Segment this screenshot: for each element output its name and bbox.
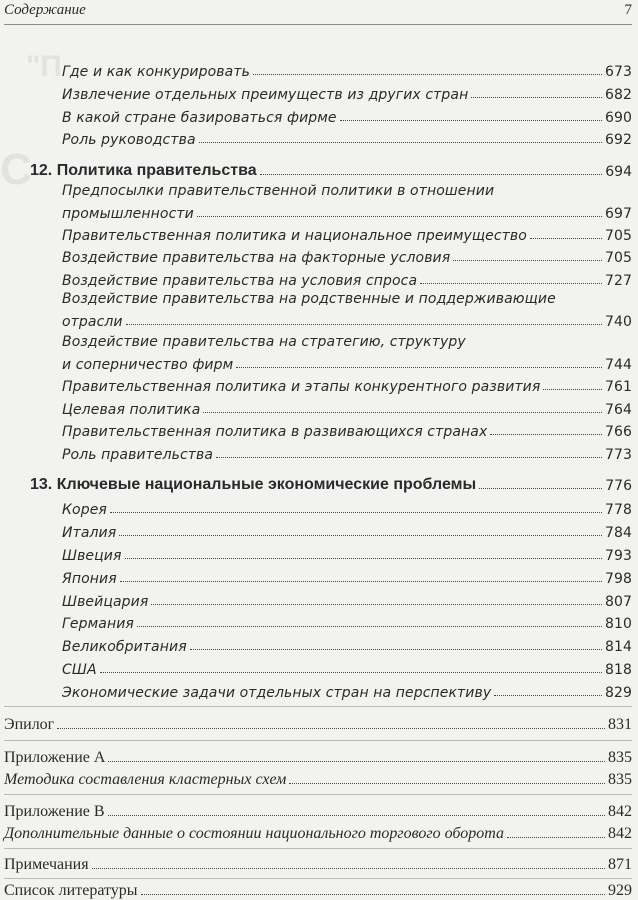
toc-entry[interactable]: промышленности 697	[62, 206, 632, 222]
toc-page: 842	[608, 825, 632, 842]
leader-dots	[92, 868, 605, 869]
leader-dots	[125, 558, 602, 559]
toc-entry[interactable]: Япония 798	[62, 571, 632, 587]
toc-page: 744	[604, 357, 632, 373]
toc-entry[interactable]: Приложение В 842	[4, 803, 632, 820]
running-header	[4, 0, 632, 25]
toc-entry[interactable]: Приложение А 835	[4, 749, 632, 766]
toc-entry[interactable]: Экономические задачи отдельных стран на перспективу 829	[62, 685, 632, 701]
leader-dots	[507, 837, 605, 838]
chapter-entry[interactable]: 13. Ключевые национальные экономические проблемы 776	[30, 476, 632, 494]
bleed-through-text: C	[0, 145, 32, 194]
toc-page: 776	[605, 478, 632, 494]
toc-entry[interactable]: Великобритания 814	[62, 639, 632, 655]
toc-entry[interactable]: и соперничество фирм 744	[62, 357, 632, 373]
section-divider	[4, 706, 632, 707]
toc-page: 682	[604, 87, 632, 103]
toc-page: 778	[604, 502, 632, 518]
toc-page: 818	[604, 662, 632, 678]
toc-entry-line1: Предпосылки правительственной политики в отношении	[62, 183, 495, 199]
toc-page: 697	[604, 206, 632, 222]
leader-dots	[494, 695, 602, 696]
toc-entry[interactable]: США 818	[62, 662, 632, 678]
toc-page: 766	[604, 424, 632, 440]
leader-dots	[108, 761, 605, 762]
toc-entry[interactable]: Дополнительные данные о состоянии национального торгового оборота 842	[4, 825, 632, 842]
toc-page: 835	[608, 771, 632, 788]
toc-entry[interactable]: Швеция 793	[62, 548, 632, 564]
toc-entry[interactable]: Италия 784	[62, 525, 632, 541]
section-divider	[4, 740, 632, 741]
toc-page: 835	[608, 749, 632, 766]
toc-entry[interactable]: Целевая политика 764	[62, 402, 632, 418]
toc-entry[interactable]: Швейцария 807	[62, 594, 632, 610]
toc-entry[interactable]: Примечания 871	[4, 856, 632, 873]
bleed-through-text: "П	[26, 50, 62, 83]
toc-page: 673	[604, 64, 632, 80]
toc-page: 929	[608, 882, 632, 899]
toc-page: 773	[604, 447, 632, 463]
leader-dots	[199, 142, 602, 143]
leader-dots	[289, 783, 605, 784]
leader-dots	[137, 626, 602, 627]
section-divider	[4, 794, 632, 795]
leader-dots	[120, 581, 602, 582]
toc-entry[interactable]: Где и как конкурировать 673	[62, 64, 632, 80]
leader-dots	[543, 389, 602, 390]
page-number: 7	[624, 2, 632, 18]
toc-page: 798	[604, 571, 632, 587]
leader-dots	[216, 457, 602, 458]
header-title: Содержание	[4, 2, 86, 18]
section-divider	[4, 848, 632, 849]
toc-page: 793	[604, 548, 632, 564]
toc-page: 842	[608, 803, 632, 820]
toc-entry[interactable]: Воздействие правительства на условия спроса 727	[62, 273, 632, 289]
toc-entry-line1: Воздействие правительства на стратегию, структуру	[62, 334, 466, 350]
toc-page: 807	[604, 594, 632, 610]
leader-dots	[57, 728, 605, 729]
leader-dots	[203, 412, 602, 413]
toc-page: 784	[604, 525, 632, 541]
toc-page: 740	[604, 314, 632, 330]
toc-entry[interactable]: Список литературы 929	[4, 882, 632, 899]
toc-entry[interactable]: Воздействие правительства на факторные условия 705	[62, 250, 632, 266]
toc-page: 764	[604, 402, 632, 418]
leader-dots	[151, 604, 602, 605]
leader-dots	[490, 434, 602, 435]
toc-page: 694	[605, 164, 632, 180]
toc-entry[interactable]: Роль правительства 773	[62, 447, 632, 463]
leader-dots	[100, 672, 602, 673]
leader-dots	[253, 74, 602, 75]
toc-page: 810	[604, 616, 632, 632]
toc-entry[interactable]: Правительственная политика и национальное преимущество 705	[62, 228, 632, 244]
leader-dots	[119, 535, 602, 536]
toc-entry[interactable]: Правительственная политика и этапы конкурентного развития 761	[62, 379, 632, 395]
toc-entry[interactable]: отрасли 740	[62, 314, 632, 330]
leader-dots	[479, 488, 602, 489]
leader-dots	[141, 894, 605, 895]
toc-page: 761	[604, 379, 632, 395]
toc-entry[interactable]: Эпилог 831	[4, 716, 632, 733]
toc-page: 831	[608, 716, 632, 733]
toc-page: 829	[604, 685, 632, 701]
toc-entry[interactable]: Извлечение отдельных преимуществ из других стран 682	[62, 87, 632, 103]
toc-entry[interactable]: Методика составления кластерных схем 835	[4, 771, 632, 788]
chapter-entry[interactable]: 12. Политика правительства 694	[30, 162, 632, 180]
toc-page: 871	[608, 856, 632, 873]
toc-page: 692	[604, 132, 632, 148]
toc-entry[interactable]: В какой стране базироваться фирме 690	[62, 110, 632, 126]
leader-dots	[108, 815, 605, 816]
leader-dots	[471, 97, 602, 98]
leader-dots	[260, 174, 603, 175]
leader-dots	[340, 120, 602, 121]
toc-entry[interactable]: Германия 810	[62, 616, 632, 632]
toc-page: 814	[604, 639, 632, 655]
toc-entry[interactable]: Роль руководства 692	[62, 132, 632, 148]
leader-dots	[197, 216, 602, 217]
leader-dots	[190, 649, 602, 650]
toc-page: 705	[604, 250, 632, 266]
leader-dots	[530, 238, 602, 239]
leader-dots	[453, 260, 602, 261]
leader-dots	[110, 512, 602, 513]
leader-dots	[236, 367, 602, 368]
leader-dots	[420, 283, 602, 284]
toc-page: 705	[604, 228, 632, 244]
toc-entry-line1: Воздействие правительства на родственные и поддерживающие	[62, 291, 556, 307]
toc-entry[interactable]: Корея 778	[62, 502, 632, 518]
toc-entry[interactable]: Правительственная политика в развивающихся странах 766	[62, 424, 632, 440]
leader-dots	[126, 324, 602, 325]
toc-page: 690	[604, 110, 632, 126]
toc-page: 727	[604, 273, 632, 289]
